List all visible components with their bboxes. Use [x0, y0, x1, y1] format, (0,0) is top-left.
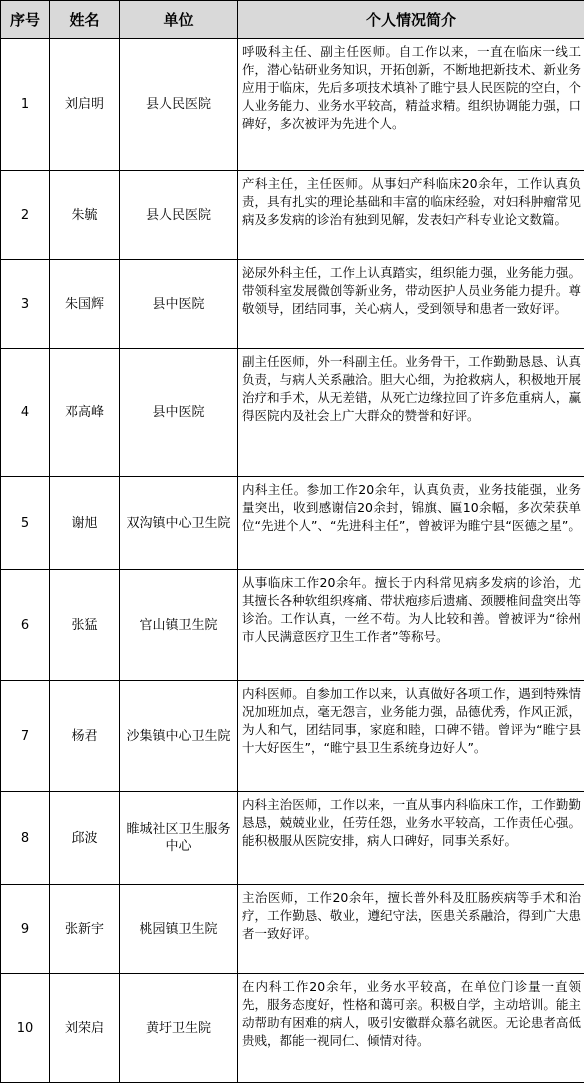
cell-name: 刘荣启 [50, 974, 120, 1083]
cell-intro: 产科主任，主任医师。从事妇产科临床20余年，工作认真负责，具有扎实的理论基础和丰富的临床经验，对妇科肿瘤常见病及多发病的诊治有独到见解，发表妇产科专业论文数篇。 [238, 171, 584, 260]
table-row [1, 885, 584, 974]
cell-intro: 副主任医师，外一科副主任。业务骨干，工作勤勤恳恳、认真负责，与病人关系融洽。胆大心细，为抢救病人，积极地开展治疗和手术，从无差错，从死亡边缘拉回了许多危重病人，赢得医院内及社会上广大群众的赞誉和好评。 [238, 349, 584, 477]
cell-unit: 官山镇卫生院 [120, 570, 238, 681]
cell-intro: 从事临床工作20余年。擅长于内科常见病多发病的诊治，尤其擅长各种软组织疼痛、带状疱疹后遗痛、颈腰椎间盘突出等诊治。工作认真，一丝不苟。为人比较和善。曾被评为“徐州市人民满意医疗卫生工作者”等称号。 [238, 570, 584, 681]
table-row [1, 974, 584, 1083]
table-row [1, 349, 584, 477]
cell-no: 6 [1, 570, 50, 681]
cell-no: 10 [1, 974, 50, 1083]
cell-intro: 内科医师。自参加工作以来，认真做好各项工作，遇到特殊情况加班加点，毫无怨言，业务能力强，品德优秀，作风正派，为人和气，团结同事，家庭和睦，口碑不错。曾评为“睢宁县十大好医生”，“睢宁县卫生系统身边好人”。 [238, 681, 584, 792]
cell-unit: 双沟镇中心卫生院 [120, 477, 238, 570]
cell-intro: 呼吸科主任、副主任医师。自工作以来，一直在临床一线工作，潜心钻研业务知识，开拓创新，不断地把新技术、新业务应用于临床，先后多项技术填补了睢宁县人民医院的空白，个人业务能力、业务水平较高，精益求精。组织协调能力强，口碑好，多次被评为先进个人。 [238, 39, 584, 171]
cell-no: 2 [1, 171, 50, 260]
cell-name: 朱国辉 [50, 260, 120, 349]
cell-unit: 县人民医院 [120, 39, 238, 171]
cell-no: 1 [1, 39, 50, 171]
cell-unit: 沙集镇中心卫生院 [120, 681, 238, 792]
cell-unit: 桃园镇卫生院 [120, 885, 238, 974]
table-row [1, 681, 584, 792]
cell-name: 邱波 [50, 792, 120, 885]
cell-no: 9 [1, 885, 50, 974]
cell-no: 3 [1, 260, 50, 349]
cell-intro: 主治医师，工作20余年，擅长普外科及肛肠疾病等手术和治疗，工作勤恳、敬业，遵纪守法，医患关系融洽，得到广大患者一致好评。 [238, 885, 584, 974]
table-row [1, 792, 584, 885]
cell-no: 8 [1, 792, 50, 885]
table-row [1, 39, 584, 171]
header-row [1, 1, 584, 39]
cell-name: 刘启明 [50, 39, 120, 171]
cell-unit: 县中医院 [120, 260, 238, 349]
cell-name: 张新宇 [50, 885, 120, 974]
cell-no: 5 [1, 477, 50, 570]
cell-unit: 睢城社区卫生服务中心 [120, 792, 238, 885]
cell-unit: 黄圩卫生院 [120, 974, 238, 1083]
cell-intro: 内科主任。参加工作20余年，认真负责，业务技能强，业务量突出，收到感谢信20余封，锦旗、匾10余幅，多次荣获单位“先进个人”、“先进科主任”，曾被评为睢宁县“医德之星”。 [238, 477, 584, 570]
header-no: 序号 [1, 1, 50, 39]
table-row [1, 171, 584, 260]
cell-no: 4 [1, 349, 50, 477]
cell-name: 谢旭 [50, 477, 120, 570]
cell-name: 张猛 [50, 570, 120, 681]
table-row [1, 570, 584, 681]
cell-intro: 内科主治医师，工作以来，一直从事内科临床工作，工作勤勤恳恳，兢兢业业，任劳任怨，业务水平较高，工作责任心强。能积极服从医院安排，病人口碑好，同事关系好。 [238, 792, 584, 885]
cell-unit: 县人民医院 [120, 171, 238, 260]
cell-unit: 县中医院 [120, 349, 238, 477]
table-row [1, 260, 584, 349]
cell-name: 邓高峰 [50, 349, 120, 477]
header-name: 姓名 [50, 1, 120, 39]
cell-name: 朱毓 [50, 171, 120, 260]
cell-name: 杨君 [50, 681, 120, 792]
header-intro: 个人情况简介 [238, 1, 584, 39]
table-row [1, 477, 584, 570]
cell-intro: 泌尿外科主任，工作上认真踏实，组织能力强，业务能力强。带领科室发展微创等新业务，带动医护人员业务能力提升。尊敬领导，团结同事，关心病人，受到领导和患者一致好评。 [238, 260, 584, 349]
header-unit: 单位 [120, 1, 238, 39]
cell-no: 7 [1, 681, 50, 792]
cell-intro: 在内科工作20余年，业务水平较高，在单位门诊量一直领先，服务态度好，性格和蔼可亲。积极自学，主动培训。能主动帮助有困难的病人，吸引安徽群众慕名就医。无论患者高低贵贱，都能一视同仁、倾情对待。 [238, 974, 584, 1083]
